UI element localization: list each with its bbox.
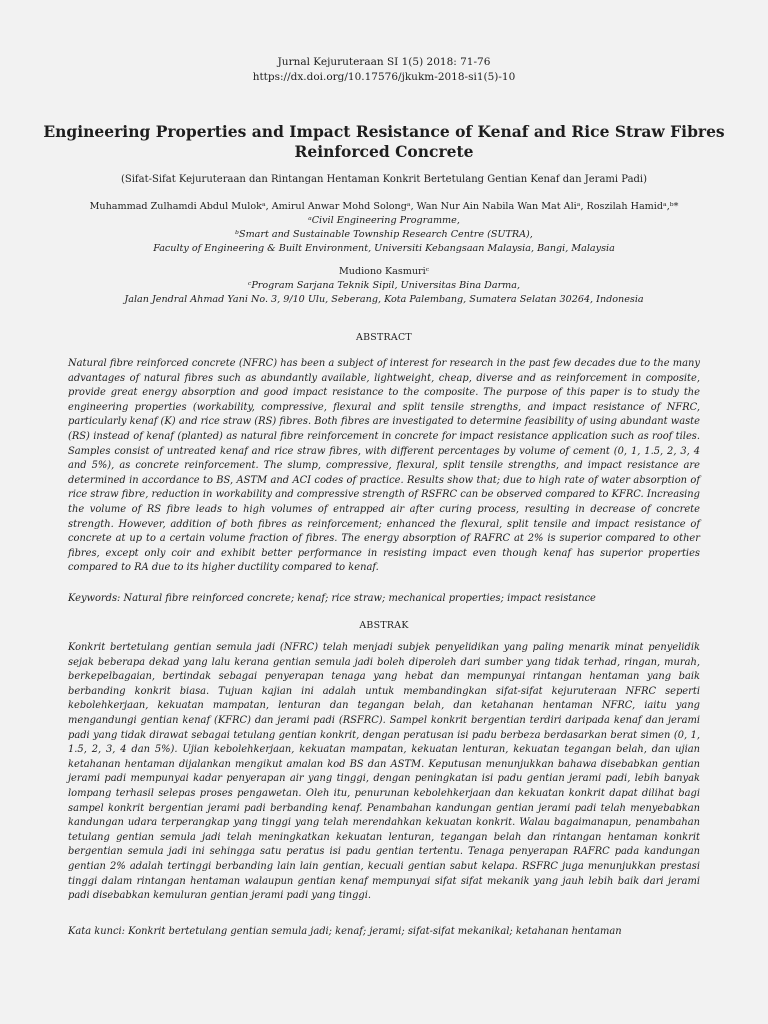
affiliation-b: ᵇSmart and Sustainable Township Research Centre (SUTRA),: [235, 229, 533, 240]
title-line-2: Reinforced Concrete: [294, 142, 474, 161]
abstract-text: Natural fibre reinforced concrete (NFRC) has been a subject of interest for research in the past few decades due to the many advantages of natural fibres such as abundantly available, lightweight, cheap, diverse and as reinforcement in composite, provide great energy absorption and good impact resistance to the composite. The purpose of this paper is to study the engineering properties (workability, compressive, flexural and split tensile strengths, and impact resistance of NFRC, particularly kenaf (K) and rice straw (RS) fibres. Both fibres are investigated to determine feasibility of using abundant waste (RS) instead of kenaf (planted) as natural fibre reinforcement in concrete for impact resistance application such as roof tiles. Samples consist of untreated kenaf and rice straw fibres, with different percentages by volume of cement (0, 1, 1.5, 2, 3, 4 and 5%), as concrete reinforcement. The slump, compressive, flexural, split tensile strengths, and impact resistance are determined in accordance to BS, ASTM and ACI codes of practice. Results show that; due to high rate of water absorption of rice straw fibre, reduction in workability and compressive strength of RSFRC can be observed compared to KFRC. Increasing the volume of RS fibre leads to high volumes of entrapped air after curing process, resulting in decrease of concrete strength. However, addition of both fibres as reinforcement; enhanced the flexural, split tensile and impact resistance of concrete at up to a certain volume fraction of fibres. The energy absorption of RAFRC at 2% is superior compared to other fibres, except only coir and exhibit better performance in resisting impact even though kenaf has superior properties compared to RA due to its higher ductility compared to kenaf.: [68, 358, 700, 574]
abstract-heading: ABSTRACT: [356, 332, 412, 343]
address-c: Jalan Jendral Ahmad Yani No. 3, 9/10 Ulu, Seberang, Kota Palembang, Sumatera Selatan 30264, Indonesia: [124, 294, 644, 305]
abstrak-body: [68, 641, 700, 904]
affiliation-a: ᵃCivil Engineering Programme,: [308, 215, 460, 226]
journal-doi[interactable]: https://dx.doi.org/10.17576/jkukm-2018-si1(5)-10: [252, 71, 516, 83]
paper-title: [0, 122, 768, 162]
malay-title: (Sifat-Sifat Kejuruteraan dan Rintangan Hentaman Konkrit Bertetulang Gentian Kenaf dan Jerami Padi): [120, 174, 648, 185]
title-line-1: Engineering Properties and Impact Resistance of Kenaf and Rice Straw Fibres: [43, 122, 725, 141]
author-names-2: Mudiono Kasmuriᶜ: [338, 266, 430, 277]
journal-citation: Jurnal Kejuruteraan SI 1(5) 2018: 71-76: [277, 56, 491, 68]
journal-header: [0, 55, 768, 85]
keywords: Keywords: Natural fibre reinforced concrete; kenaf; rice straw; mechanical properties; impact resistance: [68, 593, 596, 604]
abstrak-heading: ABSTRAK: [359, 620, 409, 631]
abstrak-text: Konkrit bertetulang gentian semula jadi (NFRC) telah menjadi subjek penyelidikan yang paling menarik minat penyelidik sejak beberapa dekad yang lalu kerana gentian semula jadi boleh diperoleh dari sumber yang tidak terhad, ringan, murah, berkepelbagaian, bertindak sebagai penyerapan tenaga yang hebat dan mempunyai rintangan hentaman yang baik berbanding konkrit biasa. Tujuan kajian ini adalah untuk membandingkan sifat-sifat kejuruteraan NFRC seperti kebolehkerjaan, kekuatan mampatan, lenturan dan tegangan belah, dan ketahanan hentaman NFRC, iaitu yang mengandungi gentian kenaf (KFRC) dan jerami padi (RSFRC). Sampel konkrit bergentian terdiri daripada kenaf dan jerami padi yang tidak dirawat sebagai tetulang gentian konkrit, dengan peratusan isi padu berbeza berdasarkan berat simen (0, 1, 1.5, 2, 3, 4 dan 5%). Ujian kebolehkerjaan, kekuatan mampatan, kekuatan lenturan, kekuatan tegangan belah, dan ujian ketahanan hentaman dijalankan mengikut amalan kod BS dan ASTM. Keputusan menunjukkan bahawa disebabkan gentian jerami padi mempunyai kadar penyerapan air yang tinggi, dengan peningkatan isi padu gentian jerami padi, lebih banyak lompang terhasil selepas proses pengawetan. Oleh itu, penurunan kebolehkerjaan dan kekuatan konkrit dapat dilihat bagi sampel konkrit bergentian jerami padi berbanding kenaf. Penambahan kandungan gentian jerami padi telah menyebabkan kandungan udara terperangkap yang tinggi yang telah merendahkan kekuatan konkrit. Walau bagaimanapun, penambahan tetulang gentian semula jadi telah meningkatkan kekuatan lenturan, tegangan belah dan rintangan hentaman konkrit bergentian semula jadi ini sehingga satu peratus isi padu gentian tertentu. Tenaga penyerapan RAFRC pada kandungan gentian 2% adalah tertinggi berbanding lain lain gentian, kecuali gentian sabut kelapa. RSFRC juga menunjukkan prestasi tinggi dalam rintangan hentaman walaupun gentian kenaf mempunyai sifat sifat mekanik yang jauh lebih baik dari jerami padi disebabkan kemuluran gentian jerami padi yang tinggi.: [68, 642, 700, 902]
faculty-line: Faculty of Engineering & Built Environment, Universiti Kebangsaan Malaysia, Bangi, Malaysia: [153, 243, 615, 254]
author-names-1: Muhammad Zulhamdi Abdul Mulokᵃ, Amirul Anwar Mohd Solongᵃ, Wan Nur Ain Nabila Wan Mat Aliᵃ, Roszilah Hamidᵃ,ᵇ*: [89, 201, 679, 212]
author-block-1: [0, 200, 768, 256]
abstract-body: [68, 357, 700, 576]
author-block-2: [0, 265, 768, 307]
affiliation-c: ᶜProgram Sarjana Teknik Sipil, Universitas Bina Darma,: [247, 280, 521, 291]
kata-kunci: Kata kunci: Konkrit bertetulang gentian semula jadi; kenaf; jerami; sifat-sifat mekanikal; ketahanan hentaman: [68, 926, 622, 937]
